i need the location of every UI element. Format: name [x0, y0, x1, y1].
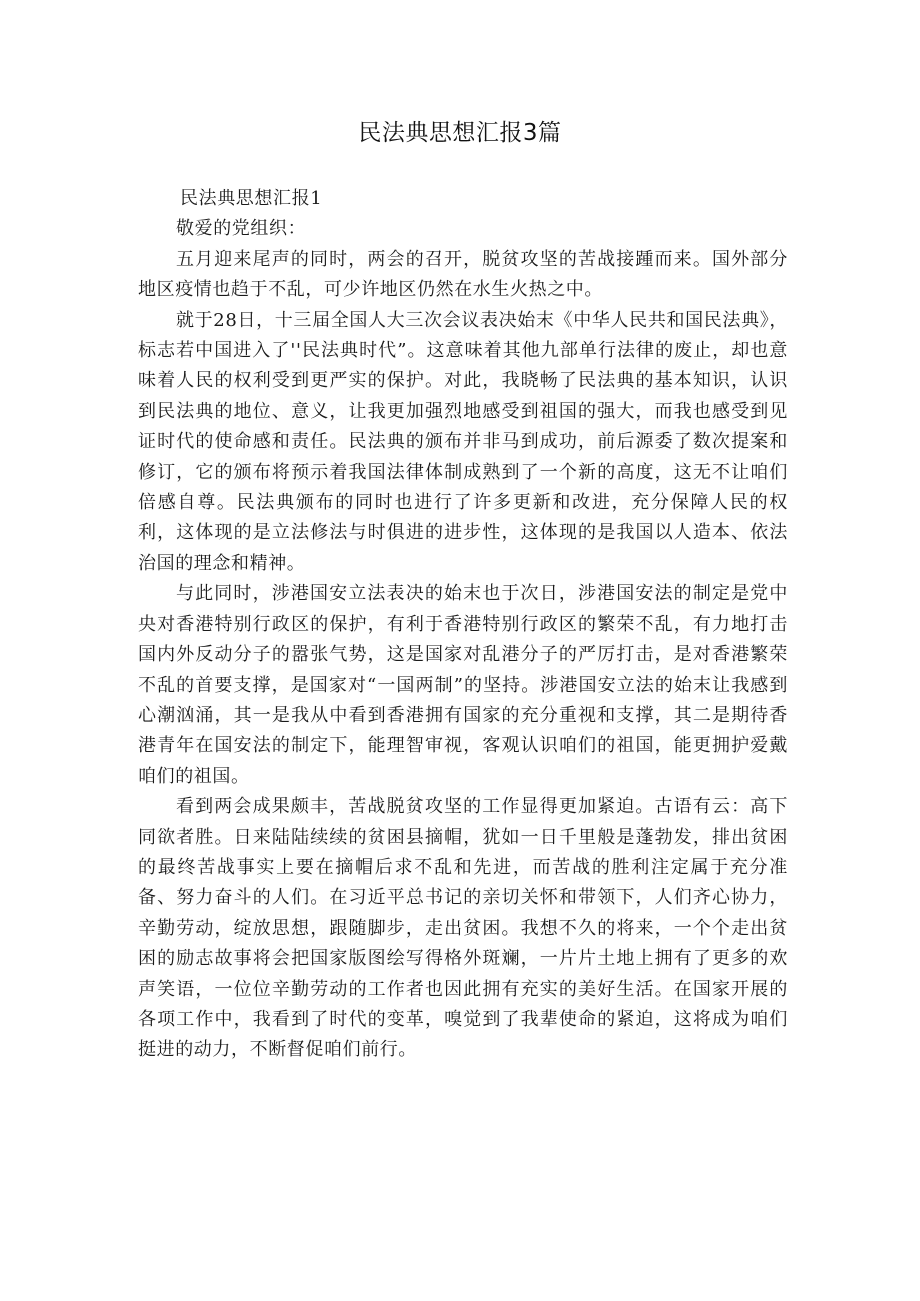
paragraph-2: 就于28日，十三届全国人大三次会议表决始末《中华人民共和国民法典》，标志若中国进入了''民法典时代”。这意味着其他九部单行法律的废止，却也意味着人民的权利受到更严实的保护。对此，我晓畅了民法典的基本知识，认识到民法典的地位、意义，让我更加强烈地感受到祖国的强大，而我也感受到见证时代的使命感和责任。民法典的颁布并非马到成功，前后源委了数次提案和修订，它的颁布将预示着我国法律体制成熟到了一个新的高度，这无不让咱们倍感自尊。民法典颁布的同时也进行了许多更新和改进，充分保障人民的权利，这体现的是立法修法与时俱进的进步性，这体现的是我国以人造本、依法治国的理念和精神。 — [138, 309, 788, 574]
paragraph-3: 与此同时，涉港国安立法表决的始末也于次日，涉港国安法的制定是党中央对香港特别行政区的保护，有利于香港特别行政区的繁荣不乱，有力地打击国内外反动分子的嚣张气势，这是国家对乱港分子的严厉打击，是对香港繁荣不乱的首要支撑，是国家对“一国两制”的坚持。涉港国安立法的始末让我感到心潮汹涌，其一是我从中看到香港拥有国家的充分重视和支撑，其二是期待香港青年在国安法的制定下，能理智审视，客观认识咱们的祖国，能更拥护爱戴咱们的祖国。 — [138, 583, 788, 787]
paragraph-1: 五月迎来尾声的同时，两会的召开，脱贫攻坚的苦战接踵而来。国外部分地区疫情也趋于不乱，可少许地区仍然在水生火热之中。 — [138, 248, 788, 301]
section-heading: 民法典思想汇报1 — [180, 188, 323, 209]
document-body — [138, 184, 788, 1066]
salutation: 敬爱的党组织： — [176, 218, 307, 240]
paragraph-4: 看到两会成果颇丰，苦战脱贫攻坚的工作显得更加紧迫。古语有云：高下同欲者胜。日来陆陆续续的贫困县摘帽，犹如一日千里般是蓬勃发，排出贫困的最终苦战事实上要在摘帽后求不乱和先进，而苦战的胜利注定属于充分准备、努力奋斗的人们。在习近平总书记的亲切关怀和带领下，人们齐心协力，辛勤劳动，绽放思想，跟随脚步，走出贫困。我想不久的将来，一个个走出贫困的励志故事将会把国家版图绘写得格外斑斓，一片片土地上拥有了更多的欢声笑语，一位位辛勤劳动的工作者也因此拥有充实的美好生活。在国家开展的各项工作中，我看到了时代的变革，嗅觉到了我辈使命的紧迫，这将成为咱们挺进的动力，不断督促咱们前行。 — [138, 796, 788, 1061]
document-title: 民法典思想汇报3篇 — [358, 120, 562, 146]
